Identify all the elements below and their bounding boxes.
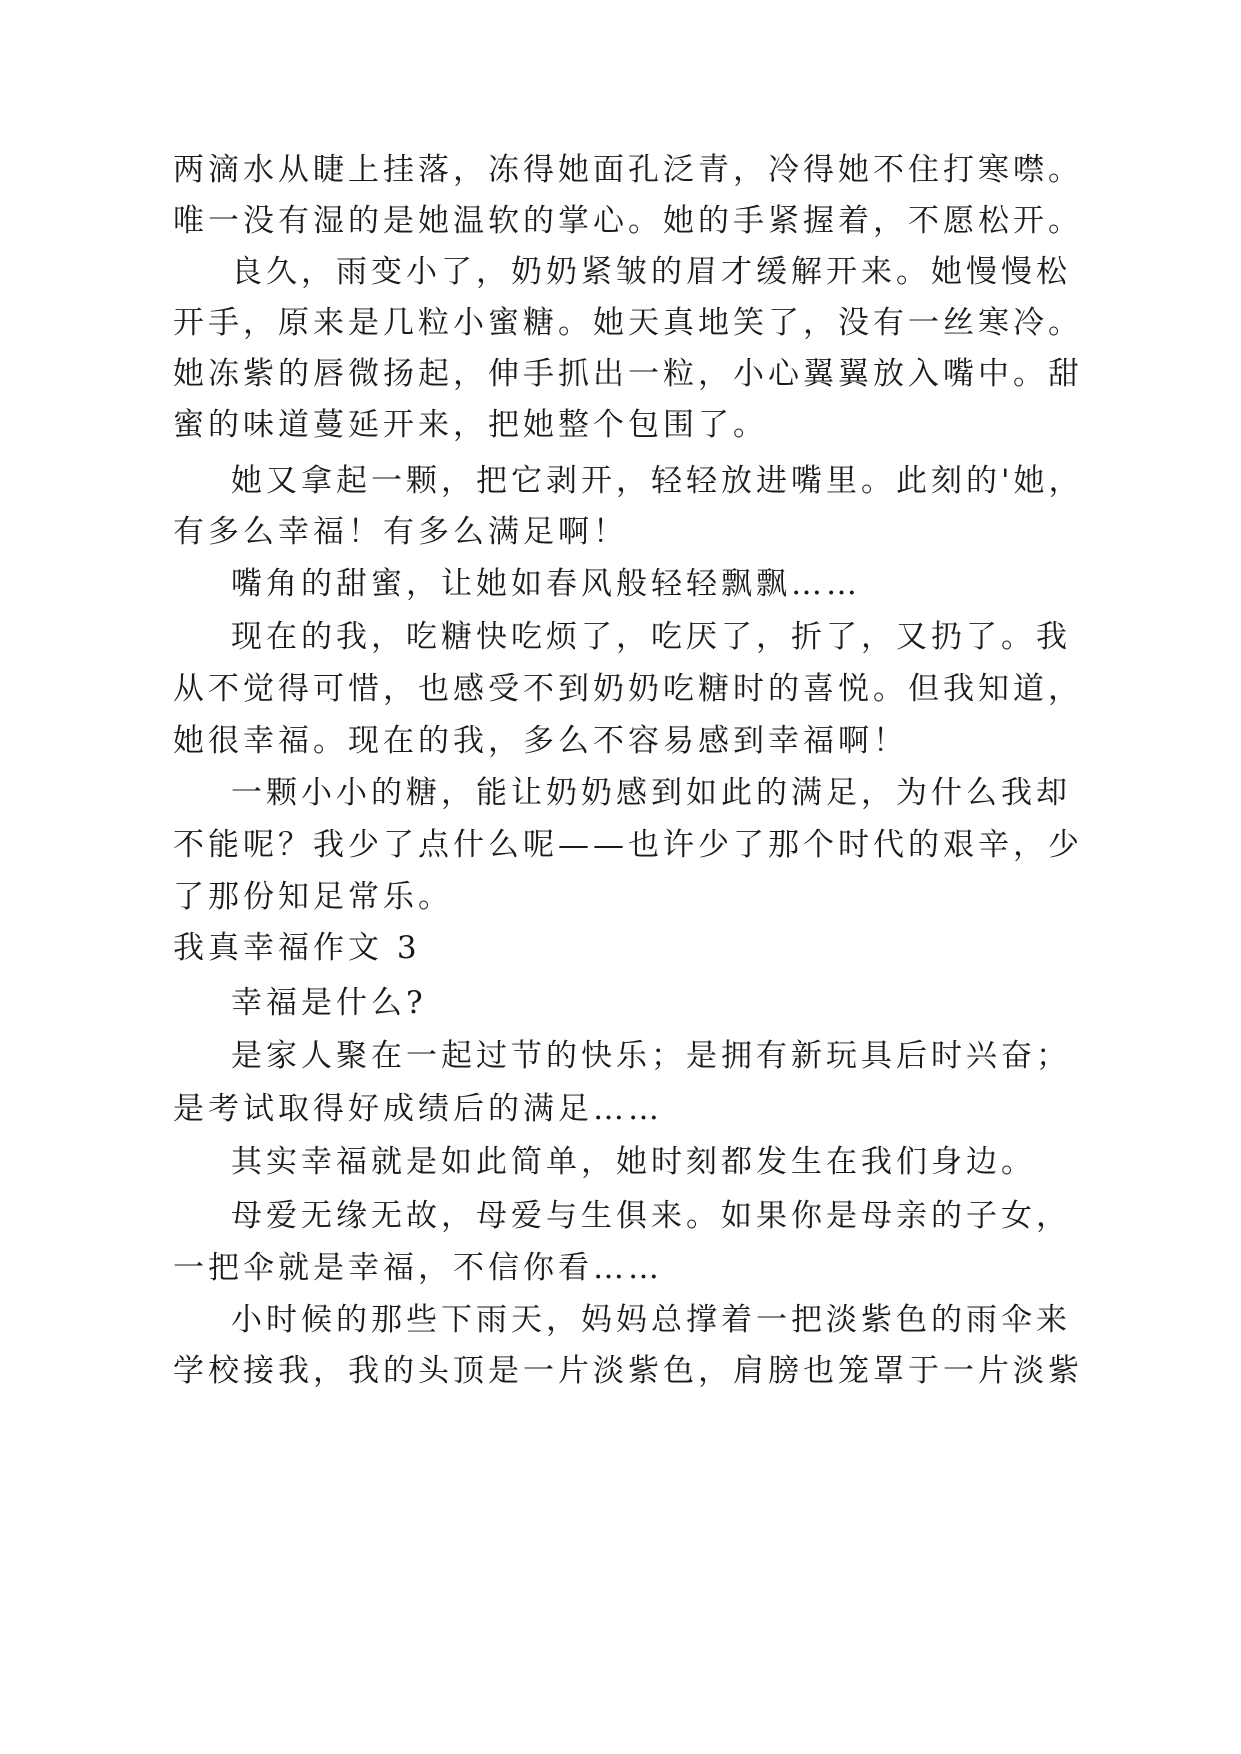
text-line: 现在的我，吃糖快吃烦了，吃厌了，折了，又扔了。我: [231, 619, 1071, 655]
text-line: 蜜的味道蔓延开来，把她整个包围了。: [173, 407, 768, 443]
text-line: 开手，原来是几粒小蜜糖。她天真地笑了，没有一丝寒冷。: [173, 305, 1083, 341]
text-line: 她又拿起一颗，把它剥开，轻轻放进嘴里。此刻的'她，: [231, 463, 1084, 499]
text-line: 两滴水从睫上挂落，冻得她面孔泛青，冷得她不住打寒噤。: [173, 152, 1083, 188]
text-line: 小时候的那些下雨天，妈妈总撑着一把淡紫色的雨伞来: [231, 1302, 1071, 1338]
text-line: 唯一没有湿的是她温软的掌心。她的手紧握着，不愿松开。: [173, 203, 1083, 239]
text-line: 有多么幸福！有多么满足啊！: [173, 514, 628, 550]
text-line: 良久，雨变小了，奶奶紧皱的眉才缓解开来。她慢慢松: [231, 254, 1071, 290]
text-line: 一把伞就是幸福，不信你看……: [173, 1250, 663, 1286]
text-line: 她冻紫的唇微扬起，伸手抓出一粒，小心翼翼放入嘴中。甜: [173, 356, 1083, 392]
text-line: 是考试取得好成绩后的满足……: [173, 1091, 663, 1127]
section-heading: 我真幸福作文 3: [173, 930, 421, 966]
text-line: 她很幸福。现在的我，多么不容易感到幸福啊！: [173, 723, 908, 759]
text-line: 一颗小小的糖，能让奶奶感到如此的满足，为什么我却: [231, 775, 1071, 811]
text-line: 从不觉得可惜，也感受不到奶奶吃糖时的喜悦。但我知道，: [173, 671, 1083, 707]
text-line: 学校接我，我的头顶是一片淡紫色，肩膀也笼罩于一片淡紫: [173, 1353, 1083, 1389]
text-line: 嘴角的甜蜜，让她如春风般轻轻飘飘……: [231, 566, 861, 602]
text-line: 了那份知足常乐。: [173, 879, 453, 915]
text-line: 不能呢？我少了点什么呢——也许少了那个时代的艰辛，少: [173, 827, 1083, 863]
text-line: 母爱无缘无故，母爱与生俱来。如果你是母亲的子女，: [231, 1198, 1071, 1234]
text-line: 幸福是什么?: [231, 985, 427, 1021]
text-line: 其实幸福就是如此简单，她时刻都发生在我们身边。: [231, 1144, 1036, 1180]
text-line: 是家人聚在一起过节的快乐；是拥有新玩具后时兴奋；: [231, 1038, 1071, 1074]
